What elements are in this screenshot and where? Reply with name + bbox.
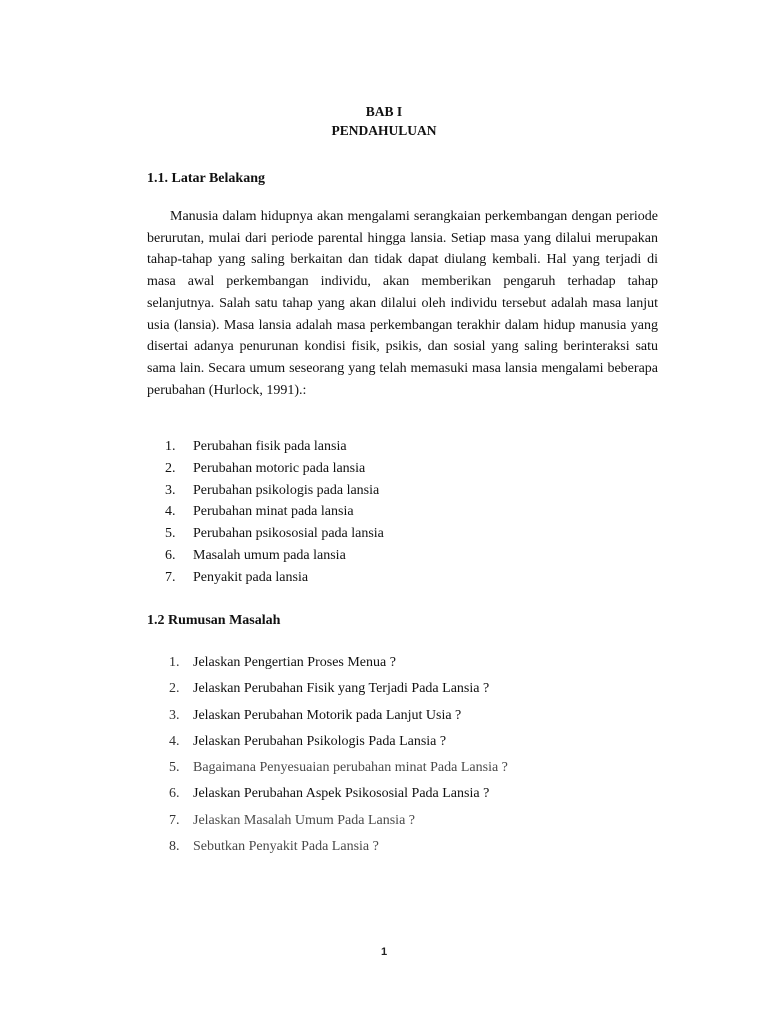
list-item-text: Bagaimana Penyesuaian perubahan minat Pada Lansia ? [193, 760, 508, 776]
list-item-text: Jelaskan Perubahan Fisik yang Terjadi Pada Lansia ? [193, 681, 490, 697]
list-item [147, 834, 658, 860]
list-item-number: 4. [165, 504, 176, 520]
list-item [147, 480, 658, 502]
list-item [147, 567, 658, 589]
list-item [147, 808, 658, 834]
list-item [147, 436, 658, 458]
list-item-text: Perubahan minat pada lansia [193, 504, 354, 520]
list-item-number: 6. [165, 547, 176, 563]
section-heading-rumusan-masalah: 1.2 Rumusan Masalah [147, 613, 281, 628]
list-item [147, 523, 658, 545]
list-item-number: 8. [169, 839, 180, 855]
list-item [147, 545, 658, 567]
list-item [147, 650, 658, 676]
chapter-number: BAB I [365, 104, 403, 119]
list-item [147, 755, 658, 781]
list-item-text: Penyakit pada lansia [193, 569, 309, 585]
list-item-text: Jelaskan Masalah Umum Pada Lansia ? [193, 812, 415, 828]
background-paragraph: Manusia dalam hidupnya akan mengalami serangkaian perkembangan dengan periode berurutan, mulai dari periode parental hingga lansia. Setiap masa yang dilalui merupakan tahap-tahap yang saling berkaitan dan tidak dapat diulang kembali. Hal yang terjadi di masa awal perkembangan individu, akan memberikan pengaruh terhadap tahap selanjutnya. Salah satu tahap yang akan dilalui oleh individu tersebut adalah masa lanjut usia (lansia). Masa lansia adalah masa perkembangan terakhir dalam hidup manusia yang disertai adanya penurunan kondisi fisik, psikis, dan sosial yang saling berinteraksi satu sama lain. Secara umum seseorang yang telah memasuki masa lansia mengalami beberapa perubahan (Hurlock, 1991).: [147, 209, 658, 398]
list-item-number: 5. [165, 526, 176, 542]
list-item [147, 501, 658, 523]
list-item-text: Perubahan psikologis pada lansia [193, 482, 380, 498]
problem-statement-list [147, 650, 658, 860]
list-item-number: 3. [165, 482, 176, 498]
list-item-text: Perubahan fisik pada lansia [193, 439, 347, 454]
list-item [147, 703, 658, 729]
list-item-number: 5. [169, 760, 180, 776]
list-item-number: 7. [169, 812, 180, 828]
list-item-text: Perubahan motoric pada lansia [193, 460, 366, 476]
changes-list [147, 436, 658, 589]
list-item [147, 676, 658, 702]
list-item-number: 7. [165, 569, 176, 585]
list-item-text: Sebutkan Penyakit Pada Lansia ? [193, 839, 379, 855]
list-item-number: 3. [169, 707, 180, 723]
list-item-number: 4. [169, 733, 180, 749]
list-item-number: 6. [169, 786, 180, 802]
page-number: 1 [380, 946, 388, 958]
list-item [147, 458, 658, 480]
list-item-text: Jelaskan Perubahan Motorik pada Lanjut Usia ? [193, 707, 462, 723]
list-item-text: Masalah umum pada lansia [193, 547, 346, 563]
list-item-number: 1. [169, 655, 180, 670]
chapter-title: PENDAHULUAN [331, 122, 437, 138]
list-item-text: Jelaskan Pengertian Proses Menua ? [193, 655, 396, 670]
list-item-number: 2. [165, 460, 176, 476]
list-item-number: 2. [169, 681, 180, 697]
list-item-number: 1. [165, 439, 176, 454]
list-item-text: Perubahan psikososial pada lansia [193, 526, 384, 542]
list-item [147, 729, 658, 755]
section-heading-latar-belakang: 1.1. Latar Belakang [147, 171, 265, 186]
list-item [147, 781, 658, 807]
chapter-title-block [0, 103, 768, 140]
list-item-text: Jelaskan Perubahan Psikologis Pada Lansia ? [193, 733, 447, 749]
list-item-text: Jelaskan Perubahan Aspek Psikososial Pada Lansia ? [193, 786, 490, 802]
